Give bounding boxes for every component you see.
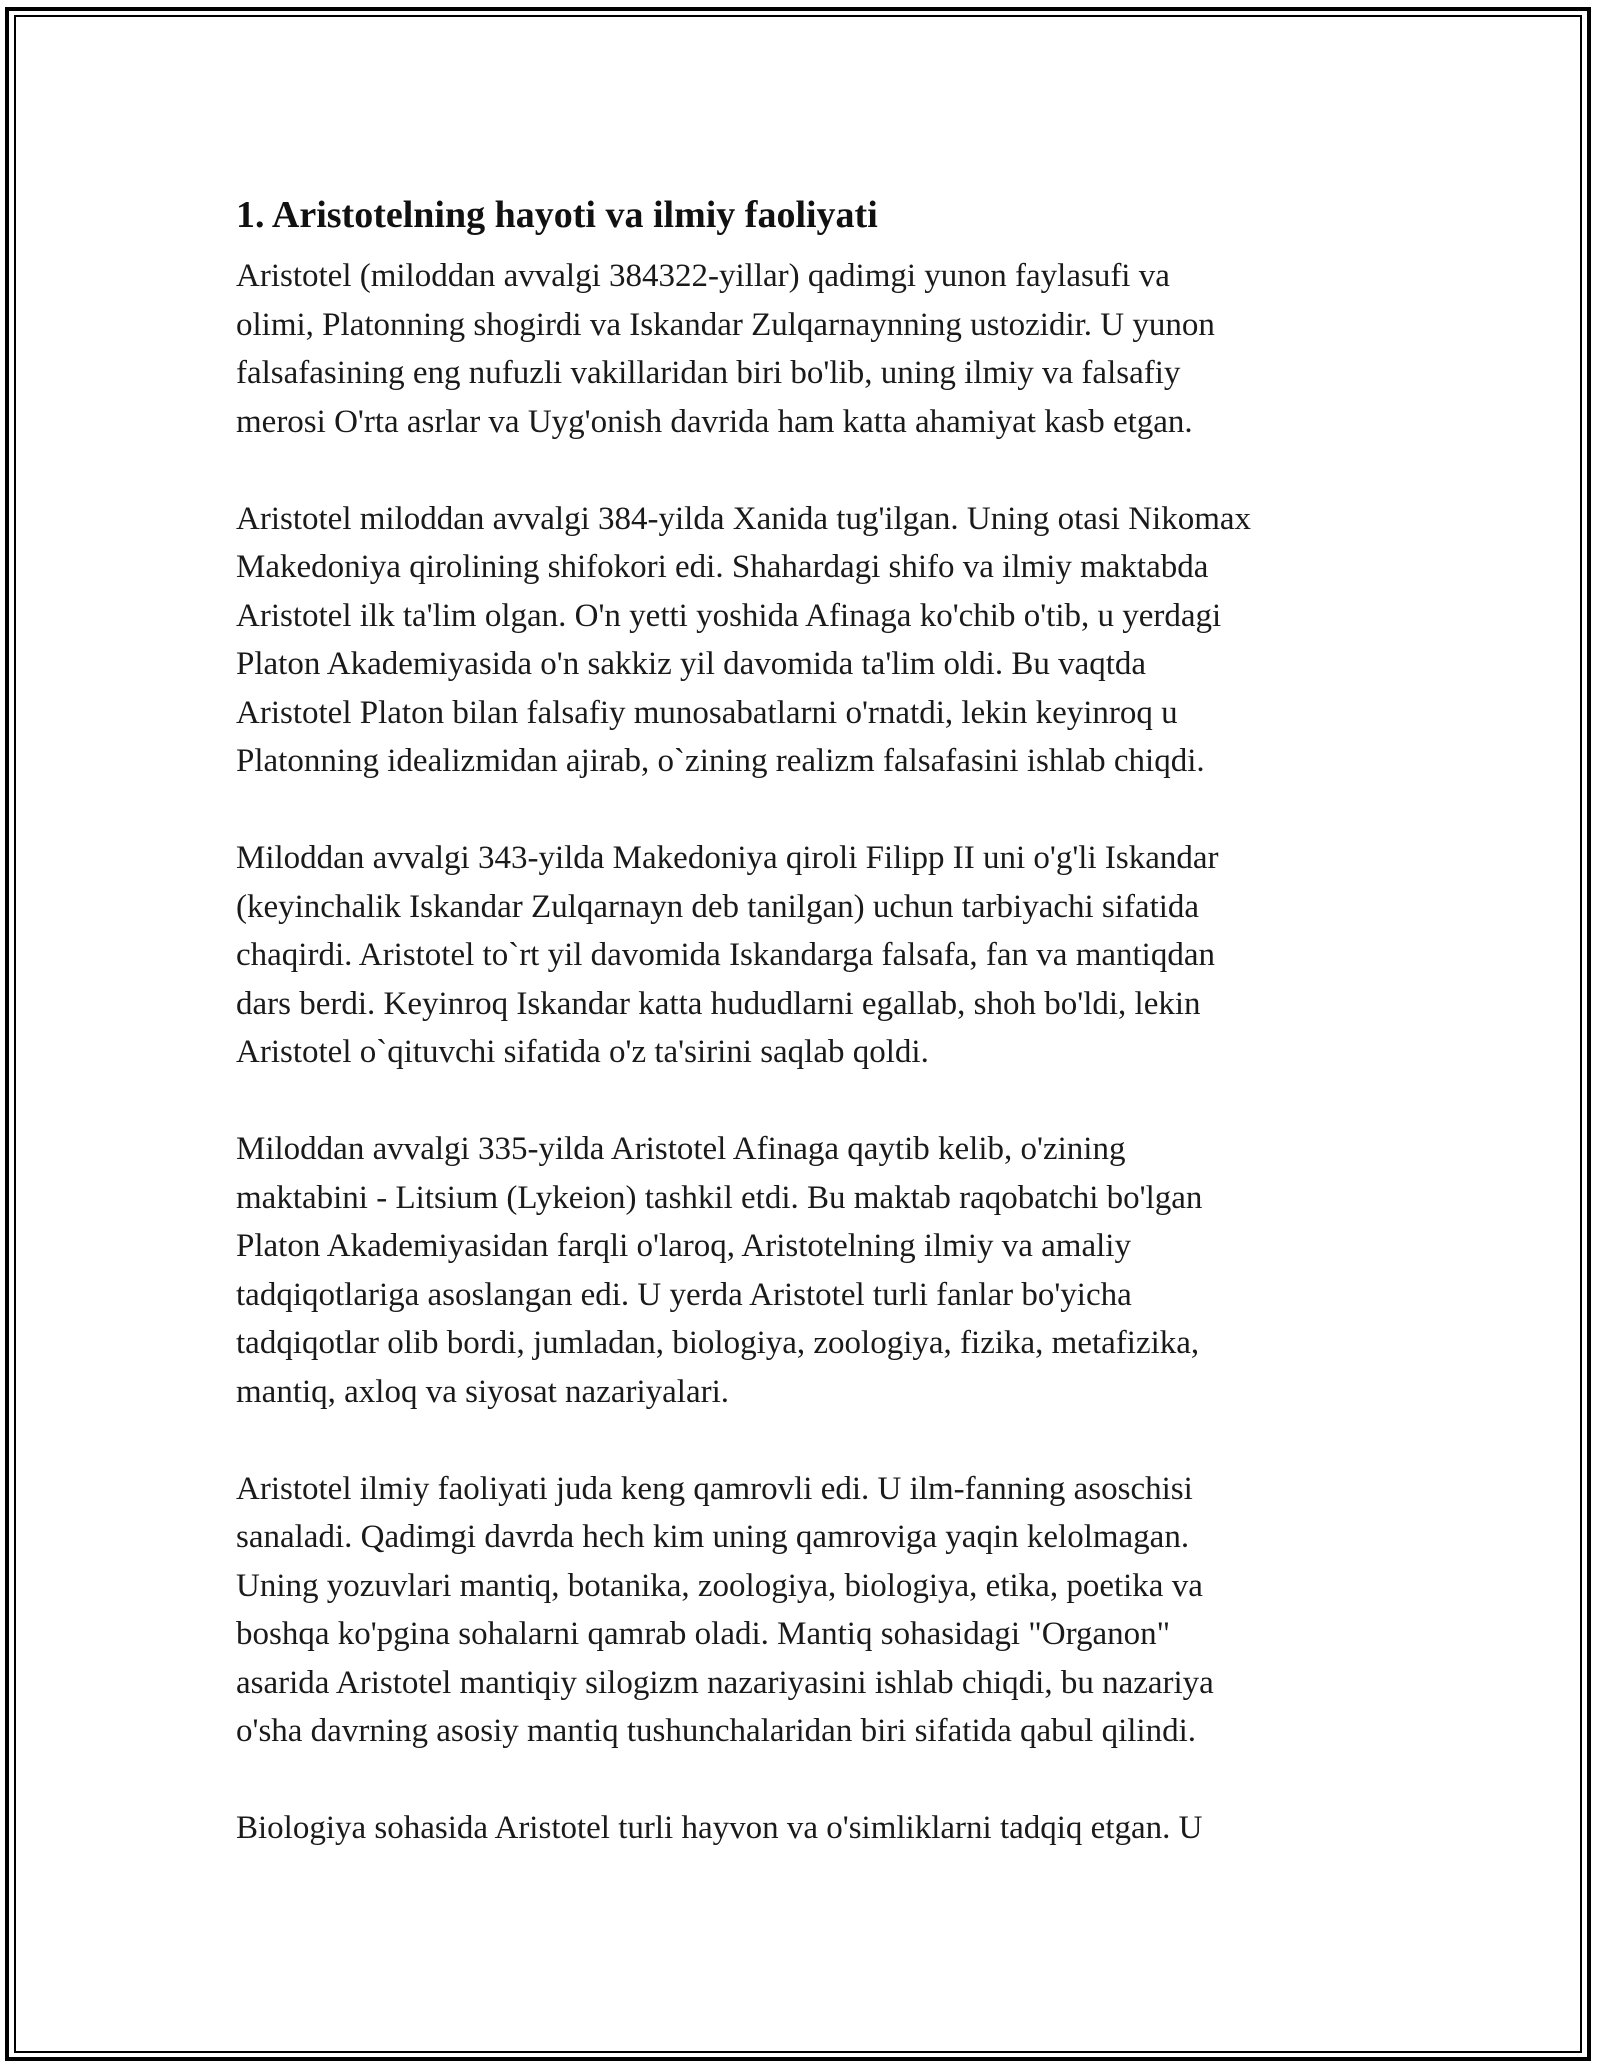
paragraph [236,495,1376,786]
paragraph-line: Platon Akademiyasidan farqli o'laroq, Aristotelning ilmiy va amaliy [236,1228,1131,1264]
paragraph [236,1125,1376,1416]
paragraph-line: merosi O'rta asrlar va Uyg'onish davrida ham katta ahamiyat kasb etgan. [236,403,1193,440]
paragraph [236,1804,1376,1853]
paragraph-line: Aristotel o`qituvchi sifatida o'z ta'sirini saqlab qoldi. [236,1034,929,1070]
paragraph-line: olimi, Platonning shogirdi va Iskandar Zulqarnaynning ustozidir. U yunon [236,306,1215,343]
paragraph-line: tadqiqotlar olib bordi, jumladan, biologiya, zoologiya, fizika, metafizika, [236,1325,1200,1361]
paragraph-line: maktabini - Litsium (Lykeion) tashkil etdi. Bu maktab raqobatchi bo'lgan [236,1179,1203,1216]
paragraph-line: Platonning idealizmidan ajirab, o`zining realizm falsafasini ishlab chiqdi. [236,743,1205,779]
paragraph-line: Aristotel Platon bilan falsafiy munosabatlarni o'rnatdi, lekin keyinroq u [236,694,1178,731]
paragraph-line: Biologiya sohasida Aristotel turli hayvon va o'simliklarni tadqiq etgan. U [236,1810,1203,1846]
paragraph-line: falsafasining eng nufuzli vakillaridan biri bo'lib, uning ilmiy va falsafiy [236,355,1181,391]
paragraph-line: Miloddan avvalgi 335-yilda Aristotel Afinaga qaytib kelib, o'zining [236,1131,1126,1167]
section-heading: 1. Aristotelning hayoti va ilmiy faoliyati [236,194,878,236]
paragraph-line: Makedoniya qirolining shifokori edi. Shahardagi shifo va ilmiy maktabda [236,549,1209,585]
document-body [236,186,1376,1901]
paragraph-line: dars berdi. Keyinroq Iskandar katta hududlarni egallab, shoh bo'ldi, lekin [236,985,1201,1022]
paragraph-line: Miloddan avvalgi 343-yilda Makedoniya qiroli Filipp II uni o'g'li Iskandar [236,840,1219,876]
paragraph-line: Platon Akademiyasida o'n sakkiz yil davomida ta'lim oldi. Bu vaqtda [236,646,1147,682]
paragraph-line: boshqa ko'pgina sohalarni qamrab oladi. Mantiq sohasidagi "Organon" [236,1616,1171,1652]
paragraph [236,1465,1376,1756]
paragraph-line: chaqirdi. Aristotel to`rt yil davomida Iskandarga falsafa, fan va mantiqdan [236,937,1215,973]
paragraph-line: o'sha davrning asosiy mantiq tushunchalaridan biri sifatida qabul qilindi. [236,1713,1197,1749]
paragraph-line: sanaladi. Qadimgi davrda hech kim uning qamroviga yaqin kelolmagan. [236,1519,1190,1555]
paragraph-line: asarida Aristotel mantiqiy silogizm nazariyasini ishlab chiqdi, bu nazariya [236,1664,1214,1701]
paragraph-line: Uning yozuvlari mantiq, botanika, zoologiya, biologiya, etika, poetika va [236,1567,1203,1604]
paragraph-line: Aristotel (miloddan avvalgi 384322-yillar) qadimgi yunon faylasufi va [236,258,1170,294]
paragraph-list [236,252,1376,1853]
paragraph-line: Aristotel ilk ta'lim olgan. O'n yetti yoshida Afinaga ko'chib o'tib, u yerdagi [236,597,1222,634]
paragraph-line: tadqiqotlariga asoslangan edi. U yerda Aristotel turli fanlar bo'yicha [236,1276,1132,1313]
paragraph-line: Aristotel miloddan avvalgi 384-yilda Xanida tug'ilgan. Uning otasi Nikomax [236,500,1252,537]
paragraph-line: mantiq, axloq va siyosat nazariyalari. [236,1373,730,1410]
paragraph-line: Aristotel ilmiy faoliyati juda keng qamrovli edi. U ilm-fanning asoschisi [236,1470,1193,1507]
paragraph [236,834,1376,1077]
paragraph-line: (keyinchalik Iskandar Zulqarnayn deb tanilgan) uchun tarbiyachi sifatida [236,888,1200,925]
paragraph [236,252,1376,446]
